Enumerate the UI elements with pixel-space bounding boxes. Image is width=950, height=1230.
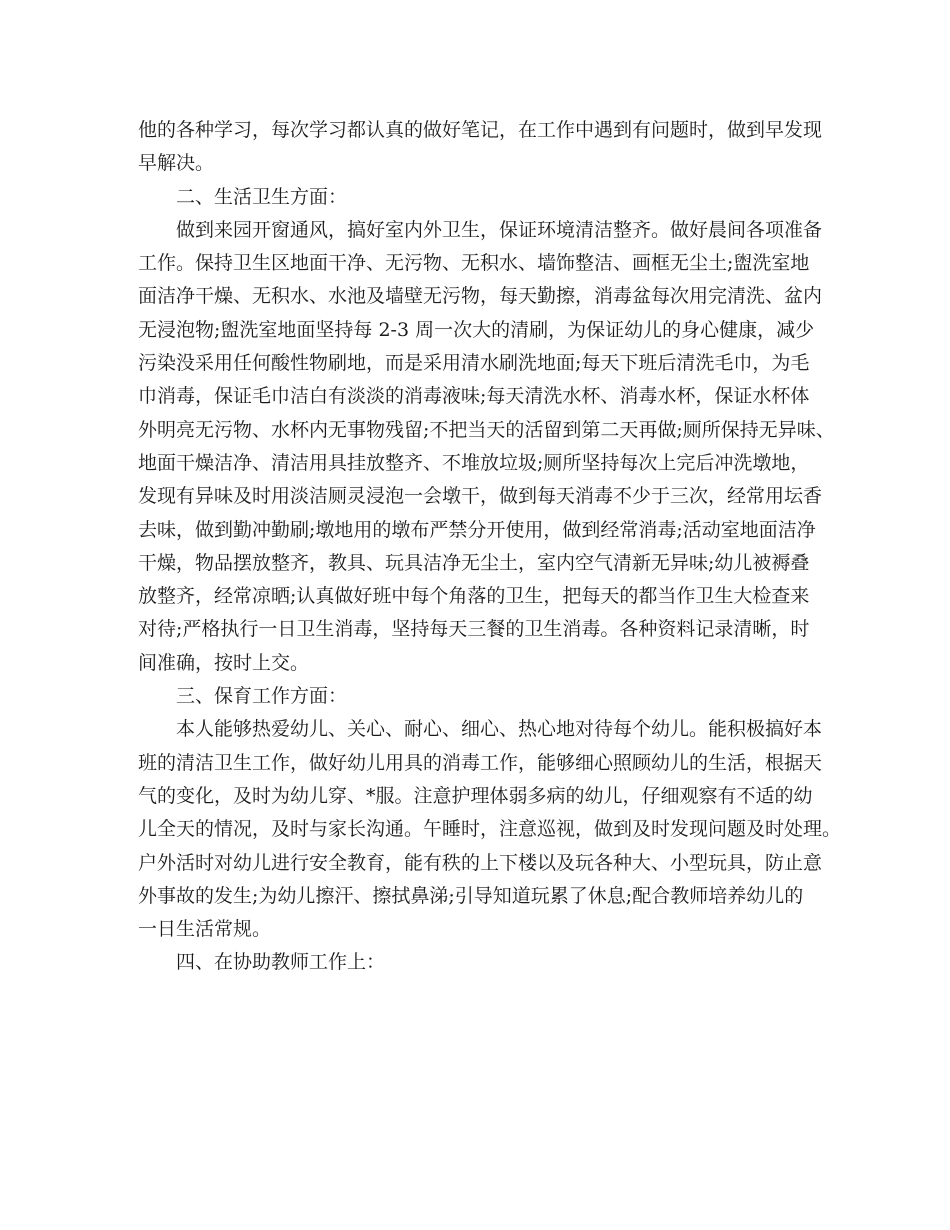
text-line: 户外活时对幼儿进行安全教育，能有秩的上下楼以及玩各种大、小型玩具，防止意 — [138, 851, 823, 874]
paragraph-first-line: 本人能够热爱幼儿、关心、耐心、细心、热心地对待每个幼儿。能积极搞好本 — [176, 718, 823, 741]
section-heading: 四、在协助教师工作上： — [176, 951, 386, 974]
text-line: 污染没采用任何酸性物刷地，而是采用清水刷洗地面;每天下班后清洗毛巾，为毛 — [138, 352, 810, 375]
text-line: 放整齐，经常凉晒;认真做好班中每个角落的卫生，把每天的都当作卫生大检查来 — [138, 585, 810, 608]
text-line: 对待;严格执行一日卫生消毒，坚持每天三餐的卫生消毒。各种资料记录清晰，时 — [138, 618, 810, 641]
text-line: 发现有异味及时用淡洁厕灵浸泡一会墩干，做到每天消毒不少于三次，经常用坛香 — [138, 485, 823, 508]
text-line: 工作。保持卫生区地面干净、无污物、无积水、墙饰整洁、画框无尘土;盥洗室地 — [138, 252, 810, 275]
text-line: 外明亮无污物、水杯内无事物残留;不把当天的活留到第二天再做;厕所保持无异味、 — [138, 418, 835, 441]
text-line: 儿全天的情况，及时与家长沟通。午睡时，注意巡视，做到及时发现问题及时处理。 — [138, 818, 842, 841]
text-line: 去味，做到勤冲勤刷;墩地用的墩布严禁分开使用，做到经常消毒;活动室地面洁净 — [138, 518, 816, 541]
text-line: 班的清洁卫生工作，做好幼儿用具的消毒工作，能够细心照顾幼儿的生活，根据天 — [138, 751, 823, 774]
text-line: 无浸泡物;盥洗室地面坚持每 2-3 周一次大的清刷，为保证幼儿的身心健康，减少 — [138, 318, 815, 341]
text-line: 巾消毒，保证毛巾洁白有淡淡的消毒液味;每天清洗水杯、消毒水杯，保证水杯体 — [138, 385, 810, 408]
paragraph-first-line: 做到来园开窗通风，搞好室内外卫生，保证环境清洁整齐。做好晨间各项准备 — [176, 218, 823, 241]
text-line: 气的变化，及时为幼儿穿、*服。注意护理体弱多病的幼儿，仔细观察有不适的幼 — [138, 784, 813, 807]
text-line: 外事故的发生;为幼儿擦汗、擦拭鼻涕;引导知道玩累了休息;配合教师培养幼儿的 — [138, 884, 804, 907]
text-line: 面洁净干燥、无积水、水池及墙壁无污物，每天勤擦，消毒盆每次用完清洗、盆内 — [138, 285, 823, 308]
section-heading: 二、生活卫生方面： — [176, 185, 348, 208]
section-heading: 三、保育工作方面： — [176, 685, 348, 708]
document-body — [138, 114, 842, 980]
text-line: 一日生活常规。 — [138, 918, 272, 941]
text-line: 早解决。 — [138, 152, 215, 175]
text-line: 间准确，按时上交。 — [138, 651, 310, 674]
text-line: 地面干燥洁净、清洁用具挂放整齐、不堆放垃圾;厕所坚持每次上完后冲洗墩地， — [138, 451, 810, 474]
text-line: 他的各种学习，每次学习都认真的做好笔记，在工作中遇到有问题时，做到早发现 — [138, 119, 823, 141]
text-line: 干燥，物品摆放整齐，教具、玩具洁净无尘土，室内空气清新无异味;幼儿被褥叠 — [138, 551, 810, 574]
